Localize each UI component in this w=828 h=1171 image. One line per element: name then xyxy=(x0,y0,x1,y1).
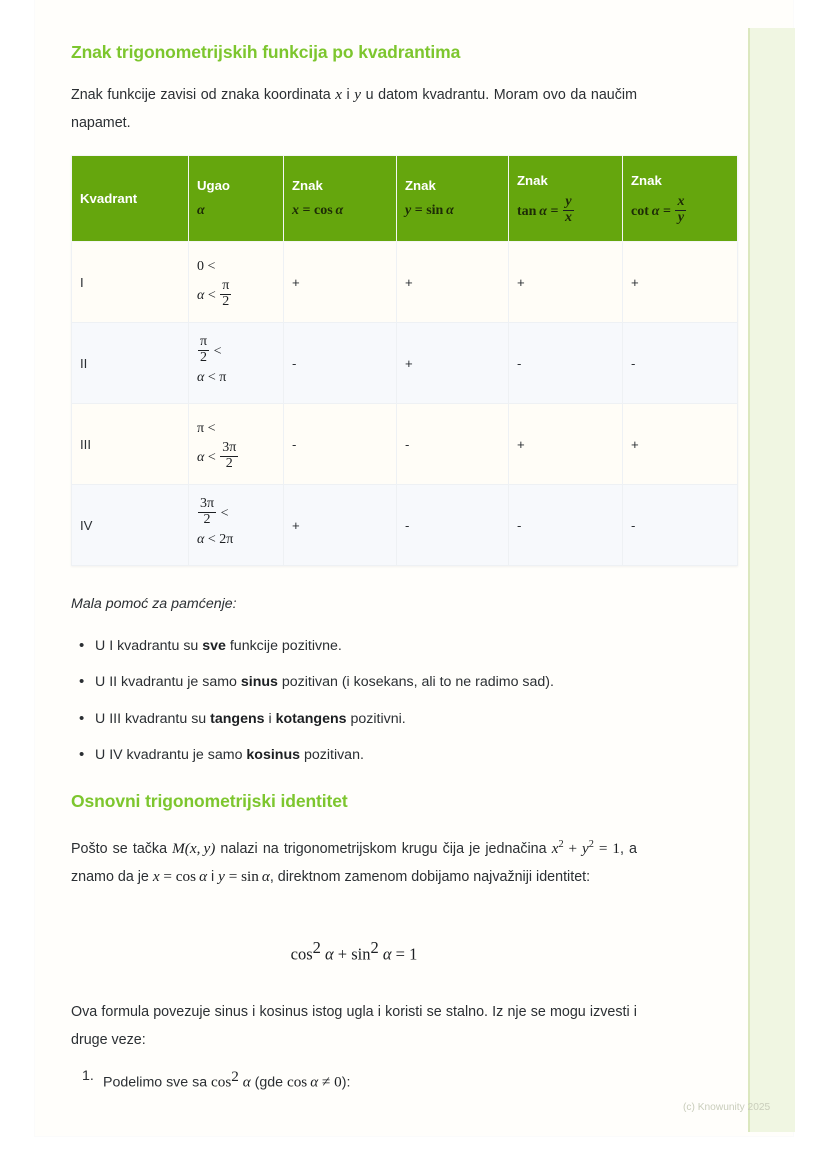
table-header-row xyxy=(72,156,738,242)
cell-sign-tan: + xyxy=(509,404,623,485)
eq-cos-exp: 2 xyxy=(312,938,321,957)
cell-quadrant: IV xyxy=(72,485,189,566)
list-item xyxy=(95,636,661,657)
eq-alpha-1: α xyxy=(320,944,334,964)
table-row xyxy=(72,485,738,566)
col-header-cot xyxy=(623,156,738,242)
footer-copyright: (c) Knowunity 2025 xyxy=(683,1102,771,1113)
cell-sign-cos: - xyxy=(284,404,397,485)
derivation-step-list xyxy=(81,1066,659,1095)
identity-text-1: Pošto se tačka xyxy=(71,841,173,858)
bullet-bold: sve xyxy=(202,638,226,654)
cell-sign-cos: + xyxy=(284,485,397,566)
list-item xyxy=(95,672,661,693)
intro-paragraph xyxy=(71,81,637,137)
col-header-tan-math: tan α = $\frac{y}{x}$ xyxy=(517,194,572,226)
list-item xyxy=(95,709,661,730)
cell-angle xyxy=(189,242,284,323)
cell-quadrant: I xyxy=(72,242,189,323)
table-body xyxy=(72,242,738,566)
list-item: Podelimo sve sa $\cos^2 \alpha$ (gde cos α ≠ 0): xyxy=(103,1068,351,1091)
angle-lower: α < 2π xyxy=(197,532,234,548)
col-header-tan-label: Znak xyxy=(517,173,548,189)
cell-sign-tan: - xyxy=(509,323,623,404)
cell-sign-cot: + xyxy=(623,404,738,485)
cell-sign-cos: + xyxy=(284,242,397,323)
col-header-ugao-math xyxy=(197,200,275,221)
cell-sign-cos: - xyxy=(284,323,397,404)
col-header-sin-label: Znak xyxy=(405,177,436,193)
cell-sign-tan: - xyxy=(509,485,623,566)
bullet-post: pozitivan (i kosekans, ali to ne radimo sad). xyxy=(277,674,554,691)
bullet-post: pozitivan. xyxy=(300,746,364,763)
identity-point-m: M xyxy=(172,840,185,858)
col-header-cos-label: Znak xyxy=(292,177,323,193)
bullet-pre: U IV kvadrantu je samo xyxy=(95,746,247,763)
intro-var-y: y xyxy=(354,86,362,103)
bullet-pre: U III kvadrantu su xyxy=(95,710,211,727)
bullet-mid: i xyxy=(264,710,276,727)
eq-equals: = 1 xyxy=(391,944,418,964)
right-decorative-panel xyxy=(748,28,795,1132)
cell-sign-tan: + xyxy=(509,242,623,323)
bullet-post: pozitivni. xyxy=(346,710,406,727)
cell-quadrant: III xyxy=(72,404,189,485)
table-row xyxy=(72,242,738,323)
col-header-cot-label: Znak xyxy=(631,173,662,189)
table-header xyxy=(72,156,738,242)
cell-sign-sin: + xyxy=(397,323,509,404)
col-header-ugao-label: Ugao xyxy=(197,177,230,193)
step-text-2: (gde xyxy=(250,1074,287,1091)
cell-sign-sin: - xyxy=(397,485,509,566)
cell-angle xyxy=(189,404,284,485)
step-alpha: α xyxy=(238,1073,251,1091)
identity-text-2: nalazi na trigonometrijskom krugu čija je jednačina xyxy=(215,841,552,858)
bullet-bold: sinus xyxy=(240,674,278,691)
intro-text-1: Znak funkcije zavisi od znaka koordinata xyxy=(71,87,336,103)
helper-note: Mala pomoć za pamćenje: xyxy=(71,596,237,612)
cell-sign-cot: - xyxy=(623,485,738,566)
step-text-1: Podelimo sve sa xyxy=(103,1074,212,1091)
eq-plus: + xyxy=(333,944,352,964)
cell-angle xyxy=(189,323,284,404)
step-cos: cos xyxy=(211,1073,232,1091)
identity-eq-one: = 1 xyxy=(593,840,620,858)
list-item xyxy=(95,745,661,766)
bullet-bold-2: kotangens xyxy=(275,710,347,727)
intro-var-x: x xyxy=(335,86,342,103)
cell-sign-sin: + xyxy=(397,242,509,323)
bullet-bold: tangens xyxy=(210,710,265,727)
quadrant-sign-table xyxy=(71,155,738,566)
identity-text-6: , direktnom zamenom dobijamo najvažniji identitet: xyxy=(269,869,591,886)
angle-upper: π < xyxy=(197,420,216,436)
eq-sin: sin xyxy=(351,944,371,964)
cell-sign-cot: - xyxy=(623,323,738,404)
after-equation-paragraph: Ova formula povezuje sinus i kosinus istog ugla i koristi se stalno. Iz nje se mogu izvesti i druge veze: xyxy=(71,1004,637,1048)
identity-plus: + xyxy=(563,840,583,858)
bullet-pre: U I kvadrantu su xyxy=(95,638,203,654)
identity-text-4: , a znamo da je xyxy=(71,841,637,886)
helper-bullet-list xyxy=(71,636,661,781)
angle-upper: $\frac{3\pi}{2}$ < xyxy=(200,496,229,527)
identity-text-5: i xyxy=(207,869,219,886)
col-header-cos-math: x = cos α xyxy=(292,202,344,218)
cell-quadrant: II xyxy=(72,323,189,404)
bullet-pre: U II kvadrantu je samo xyxy=(95,674,241,691)
eq-alpha-2: α xyxy=(378,944,392,964)
col-header-sin-math: y = sin α xyxy=(405,202,454,218)
eq-cos: cos xyxy=(290,944,313,964)
page-title: Znak trigonometrijskih funkcija po kvadrantima xyxy=(71,42,461,62)
bullet-bold: kosinus xyxy=(246,746,301,763)
math-alpha: α xyxy=(197,202,205,218)
cell-sign-sin: - xyxy=(397,404,509,485)
eq-sin-exp: 2 xyxy=(370,938,379,957)
col-header-sin xyxy=(397,156,509,242)
intro-conj: i xyxy=(341,87,355,103)
identity-x-squared: $x^2$ xyxy=(551,839,564,858)
display-equation xyxy=(71,938,637,964)
section-title-identity: Osnovni trigonometrijski identitet xyxy=(71,791,348,811)
col-header-kvadrant xyxy=(72,156,189,242)
identity-y-squared: $y^2$ xyxy=(582,839,594,858)
cell-angle xyxy=(189,485,284,566)
angle-upper: 0 < xyxy=(197,258,216,274)
table-row xyxy=(72,323,738,404)
quadrant-table-wrapper xyxy=(71,155,685,566)
intro-text-2: u datom kvadrantu. Moram ovo da naučim napamet. xyxy=(71,87,637,131)
col-header-cos xyxy=(284,156,397,242)
table-row xyxy=(72,404,738,485)
angle-lower: α < $\frac{3\pi}{2}$ xyxy=(197,440,237,471)
col-header-tan xyxy=(509,156,623,242)
col-header-kvadrant-label: Kvadrant xyxy=(80,190,138,206)
step-cos-exp: 2 xyxy=(231,1068,239,1085)
angle-lower: α < $\frac{\pi}{2}$ xyxy=(197,278,230,309)
cell-sign-cot: + xyxy=(623,242,738,323)
bullet-post: funkcije pozitivne. xyxy=(225,638,342,654)
identity-paragraph: Pošto se tačka M(x, y) nalazi na trigonometrijskom krugu čija je jednačina $x^2 + y^2 = 1$, a znamo da je x = cos α i y = sin α, direktnom zamenom dobijamo najvažniji identitet: xyxy=(71,839,637,886)
col-header-ugao xyxy=(189,156,284,242)
angle-upper: $\frac{\pi}{2}$ < xyxy=(200,334,222,365)
step-text-3: ): xyxy=(341,1074,351,1091)
col-header-cot-math: cot α = $\frac{x}{y}$ xyxy=(631,194,685,226)
angle-lower: α < π xyxy=(197,370,227,386)
